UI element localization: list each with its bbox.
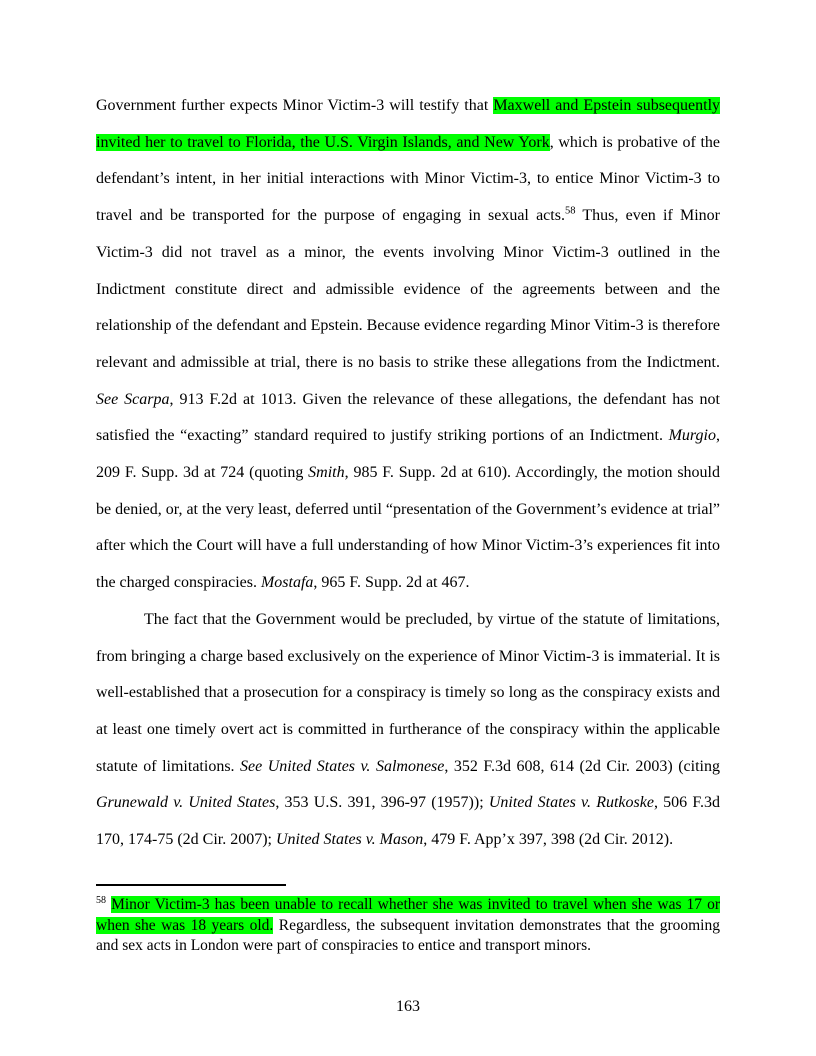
paragraph-1-text: Thus, even if Minor Victim-3 did not travel as a minor, the events involving Minor Victim-3 outlined in the Indictment constitute direct and admissible evidence of the agreements between and the relationship of the defendant and Epstein. Because evidence regarding Minor Vitim-3 is therefore relevant and admissible at trial, there is no basis to strike these allegations from the Indictment. [96, 207, 721, 371]
paragraph-1-text: , 965 F. Supp. 2d at 467. [313, 574, 470, 592]
paragraph-1 [96, 88, 720, 602]
footnote-section [96, 884, 720, 957]
paragraph-1-text: , 209 F. Supp. 3d at 724 (quoting [96, 427, 720, 482]
footnote-highlighted-text: Minor Victim-3 has been unable to recall whether she was invited to travel when she was 17 or when she was 18 years old. [96, 896, 720, 934]
paragraph-1-text: , which is probative of the defendant’s intent, in her initial interactions with Minor Victim-3, to entice Minor Victim-3 to travel and be transported for the purpose of engaging in sexual acts. [96, 133, 720, 225]
paragraph-2-case-citation: United States v. Rutkoske [488, 794, 654, 812]
paragraph-1-case-citation: Smith [308, 464, 345, 482]
footnote-text [96, 895, 720, 957]
footnote-number: 58 [96, 894, 106, 906]
paragraph-2-text: , 479 F. App’x 397, 398 (2d Cir. 2012). [423, 831, 674, 849]
paragraph-2-text: , 353 U.S. 391, 396-97 (1957)); [275, 794, 489, 812]
paragraph-1-text: , 985 F. Supp. 2d at 610). Accordingly, the motion should be denied, or, at the very least, deferred until “presentation of the Government’s evidence at trial” after which the Court will have a full understanding of how Minor Victim-3’s experiences fit into the charged conspiracies. [96, 464, 721, 592]
page-number: 163 [396, 998, 420, 1015]
footnote-text: Regardless, the subsequent invitation demonstrates that the grooming and sex acts in London were part of conspiracies to entice and transport minors. [96, 916, 720, 954]
paragraph-2-text: The fact that the Government would be precluded, by virtue of the statute of limitations, from bringing a charge based exclusively on the experience of Minor Victim-3 is immaterial. It is well-established that a prosecution for a conspiracy is timely so long as the conspiracy exists and at least one timely overt act is committed in furtherance of the conspiracy within the applicable statute of limitations. [96, 610, 720, 775]
paragraph-1-case-citation: Mostafa [260, 574, 314, 592]
paragraph-2-text: , 352 F.3d 608, 614 (2d Cir. 2003) (citing [444, 757, 720, 775]
paragraph-1-text: , 913 F.2d at 1013. Given the relevance of these allegations, the defendant has not satisfied the “exacting” standard required to justify striking portions of an Indictment. [96, 390, 720, 445]
paragraph-1-case-citation: See Scarpa [96, 390, 170, 408]
paragraph-2-text: , 506 F.3d 170, 174-75 (2d Cir. 2007); [96, 794, 721, 849]
body-text [96, 88, 720, 859]
paragraph-2-case-citation: Grunewald v. United States [96, 794, 276, 812]
paragraph-2 [96, 602, 720, 859]
paragraph-1-text: Government further expects Minor Victim-3 will testify that [96, 97, 494, 114]
paragraph-2-case-citation: See United States v. Salmonese [240, 757, 445, 775]
footnote-separator-rule [96, 884, 286, 886]
paragraph-1-reference-marker: 58 [564, 205, 576, 217]
paragraph-2-case-citation: United States v. Mason [276, 831, 424, 849]
paragraph-1-highlighted-text: Maxwell and Epstein subsequently invited her to travel to Florida, the U.S. Virgin Islands, and New York [96, 97, 721, 151]
paragraph-1-case-citation: Murgio [668, 427, 716, 445]
